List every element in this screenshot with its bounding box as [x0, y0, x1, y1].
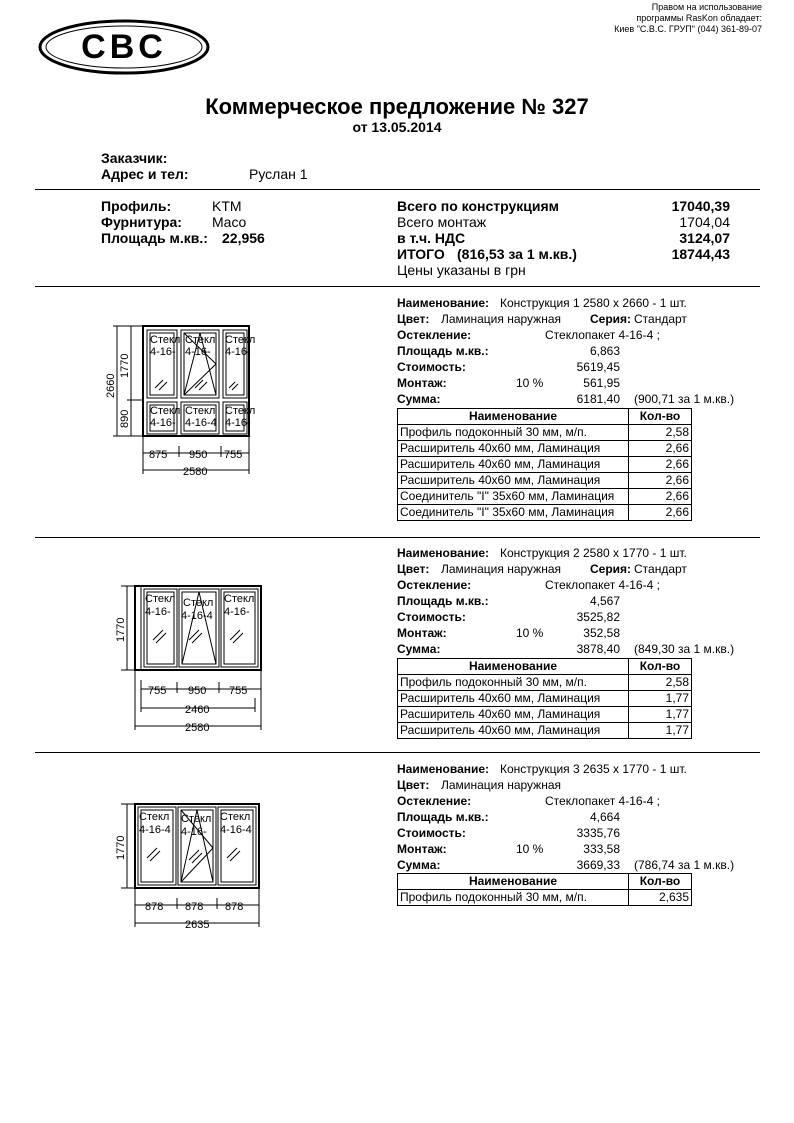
c1-cost-value: 5619,45 — [576, 360, 620, 374]
total-constructions-value: 17040,39 — [671, 198, 730, 214]
table-row — [398, 425, 692, 441]
drawing-glass-label: 4-16- — [224, 606, 250, 618]
item-qty: 2,66 — [629, 473, 692, 489]
c1-cost-label: Стоимость: — [397, 360, 466, 374]
c3-cost-value: 3335,76 — [576, 826, 620, 840]
drawing-glass-label: 4-16- — [145, 606, 171, 618]
c3-glazing-value: Стеклопакет 4-16-4 ; — [545, 794, 660, 808]
dimension-inner: 2460 — [185, 704, 210, 716]
c2-series-label: Серия: — [590, 562, 632, 576]
dimension-bottom: 890 — [119, 409, 131, 428]
divider — [35, 752, 760, 753]
table-row — [398, 473, 692, 489]
drawing-glass-label: Стекл — [224, 593, 255, 605]
dimension-height: 1770 — [115, 617, 127, 642]
item-name: Расширитель 40х60 мм, Ламинация — [398, 723, 629, 739]
page-title: Коммерческое предложение № 327 — [205, 94, 589, 119]
dimension-total: 2580 — [185, 722, 210, 734]
item-name: Профиль подоконный 30 мм, м/п. — [398, 675, 629, 691]
c2-name-value: Конструкция 2 2580 x 1770 - 1 шт. — [500, 546, 687, 560]
drawing-glass-label: 4-16- — [150, 346, 176, 358]
dimension-width-1: 878 — [145, 901, 164, 913]
dimension-height: 2660 — [105, 373, 117, 398]
table-row — [398, 707, 692, 723]
table-row — [398, 505, 692, 521]
address-value: Руслан 1 — [249, 166, 308, 182]
currency-note: Цены указаны в грн — [397, 262, 526, 278]
drawing-glass-label: Стекл — [145, 593, 176, 605]
c3-sum-note: (786,74 за 1 м.кв.) — [634, 858, 735, 872]
divider — [35, 189, 760, 190]
customer-label: Заказчик: — [101, 150, 168, 166]
drawing-glass-label: Стекл — [225, 405, 256, 417]
drawing-glass-label: 4-16-4 — [139, 824, 171, 836]
drawing-glass-label: Стекл — [139, 811, 170, 823]
col-qty-header: Кол-во — [629, 874, 692, 890]
c3-installation-pct: 10 % — [516, 842, 544, 856]
item-name: Расширитель 40х60 мм, Ламинация — [398, 457, 629, 473]
item-name: Расширитель 40х60 мм, Ламинация — [398, 691, 629, 707]
construction-1-drawing — [95, 318, 265, 483]
item-name: Соединитель "I" 35х60 мм, Ламинация — [398, 489, 629, 505]
total-installation-label: Всего монтаж — [397, 214, 487, 230]
drawing-glass-label: Стекл — [185, 334, 216, 346]
dimension-total: 2580 — [183, 466, 208, 478]
c3-items-table — [397, 873, 692, 906]
drawing-glass-label: 4-16- — [181, 826, 207, 838]
table-row — [398, 675, 692, 691]
item-name: Соединитель "I" 35х60 мм, Ламинация — [398, 505, 629, 521]
c2-color-label: Цвет: — [397, 562, 430, 576]
c2-items-table — [397, 658, 692, 739]
drawing-glass-label: 4-16- — [225, 346, 251, 358]
rights-line-3: Киев "С.В.С. ГРУП" (044) 361-89-07 — [614, 24, 762, 34]
offer-date: от 13.05.2014 — [352, 119, 442, 135]
drawing-glass-label: Стекл — [185, 405, 216, 417]
item-qty: 2,58 — [629, 675, 692, 691]
c1-name-value: Конструкция 1 2580 x 2660 - 1 шт. — [500, 296, 687, 310]
c1-sum-note: (900,71 за 1 м.кв.) — [634, 392, 735, 406]
drawing-glass-label: 4-16-4 — [181, 610, 213, 622]
address-label: Адрес и тел: — [101, 166, 189, 182]
drawing-glass-label: 4-16- — [150, 417, 176, 429]
c2-installation-value: 352,58 — [583, 626, 620, 640]
divider — [35, 537, 760, 538]
c1-name-label: Наименование: — [397, 296, 490, 310]
drawing-glass-label: Стекл — [225, 334, 256, 346]
c3-name-label: Наименование: — [397, 762, 490, 776]
fittings-label: Фурнитура: — [101, 214, 182, 230]
item-qty: 1,77 — [629, 723, 692, 739]
item-name: Расширитель 40х60 мм, Ламинация — [398, 473, 629, 489]
profile-label: Профиль: — [101, 198, 172, 214]
dimension-width-2: 950 — [188, 685, 207, 697]
table-row — [398, 489, 692, 505]
c1-glazing-value: Стеклопакет 4-16-4 ; — [545, 328, 660, 342]
col-name-header: Наименование — [398, 659, 629, 675]
c1-series-label: Серия: — [590, 312, 632, 326]
c1-area-value: 6,863 — [589, 344, 620, 358]
c3-sum-label: Сумма: — [397, 858, 441, 872]
dimension-width-3: 755 — [229, 685, 248, 697]
col-name-header: Наименование — [398, 409, 629, 425]
c1-sum-label: Сумма: — [397, 392, 441, 406]
grand-total-value: 18744,43 — [671, 246, 730, 262]
c2-installation-pct: 10 % — [516, 626, 544, 640]
c1-area-label: Площадь м.кв.: — [397, 344, 489, 358]
c1-sum-value: 6181,40 — [576, 392, 620, 406]
col-name-header: Наименование — [398, 874, 629, 890]
dimension-width-2: 950 — [189, 449, 208, 461]
c2-installation-label: Монтаж: — [397, 626, 447, 640]
c2-sum-value: 3878,40 — [576, 642, 620, 656]
divider — [35, 286, 760, 287]
drawing-glass-label: Стекл — [183, 597, 214, 609]
c3-glazing-label: Остекление: — [397, 794, 472, 808]
dimension-width-1: 875 — [149, 449, 168, 461]
c2-area-value: 4,567 — [589, 594, 620, 608]
drawing-glass-label: Стекл — [150, 405, 181, 417]
construction-3-drawing — [105, 798, 275, 936]
c1-installation-value: 561,95 — [583, 376, 620, 390]
item-name: Расширитель 40х60 мм, Ламинация — [398, 441, 629, 457]
dimension-total: 2635 — [185, 919, 210, 931]
c3-area-value: 4,664 — [589, 810, 620, 824]
col-qty-header: Кол-во — [629, 659, 692, 675]
item-qty: 2,635 — [629, 890, 692, 906]
c1-glazing-label: Остекление: — [397, 328, 472, 342]
drawing-glass-label: Стекл — [150, 334, 181, 346]
grand-total-note: (816,53 за 1 м.кв.) — [457, 246, 577, 262]
drawing-glass-label: 4-16-4 — [185, 417, 217, 429]
c2-cost-label: Стоимость: — [397, 610, 466, 624]
c3-name-value: Конструкция 3 2635 x 1770 - 1 шт. — [500, 762, 687, 776]
item-qty: 1,77 — [629, 707, 692, 723]
c2-name-label: Наименование: — [397, 546, 490, 560]
col-qty-header: Кол-во — [629, 409, 692, 425]
c3-cost-label: Стоимость: — [397, 826, 466, 840]
dimension-height: 1770 — [115, 835, 127, 860]
dimension-width-1: 755 — [148, 685, 167, 697]
c1-color-value: Ламинация наружная — [441, 312, 562, 326]
c2-sum-label: Сумма: — [397, 642, 441, 656]
c2-cost-value: 3525,82 — [576, 610, 620, 624]
c3-installation-value: 333,58 — [583, 842, 620, 856]
c2-area-label: Площадь м.кв.: — [397, 594, 489, 608]
c3-color-value: Ламинация наружная — [441, 778, 562, 792]
c3-sum-value: 3669,33 — [576, 858, 620, 872]
vat-label: в т.ч. НДС — [397, 230, 466, 246]
c1-color-label: Цвет: — [397, 312, 430, 326]
c2-sum-note: (849,30 за 1 м.кв.) — [634, 642, 735, 656]
item-name: Профиль подоконный 30 мм, м/п. — [398, 425, 629, 441]
c3-installation-label: Монтаж: — [397, 842, 447, 856]
drawing-glass-label: Стекл — [181, 813, 212, 825]
total-installation-value: 1704,04 — [679, 214, 730, 230]
c2-glazing-value: Стеклопакет 4-16-4 ; — [545, 578, 660, 592]
profile-value: KTM — [212, 198, 242, 214]
c2-glazing-label: Остекление: — [397, 578, 472, 592]
total-constructions-label: Всего по конструкциям — [397, 198, 560, 214]
dimension-width-3: 755 — [224, 449, 243, 461]
c1-installation-pct: 10 % — [516, 376, 544, 390]
c1-items-table — [397, 408, 692, 521]
c3-area-label: Площадь м.кв.: — [397, 810, 489, 824]
rights-line-2: программы RasKon обладает: — [636, 13, 762, 23]
rights-line-1: Правом на использование — [651, 2, 762, 12]
item-qty: 1,77 — [629, 691, 692, 707]
fittings-value: Maco — [212, 214, 247, 230]
item-qty: 2,66 — [629, 505, 692, 521]
item-qty: 2,66 — [629, 441, 692, 457]
item-qty: 2,66 — [629, 489, 692, 505]
grand-total-label: ИТОГО — [397, 246, 445, 262]
area-value: 22,956 — [222, 230, 265, 246]
c1-series-value: Стандарт — [634, 312, 687, 326]
c2-color-value: Ламинация наружная — [441, 562, 562, 576]
table-row — [398, 723, 692, 739]
c3-color-label: Цвет: — [397, 778, 430, 792]
drawing-glass-label: Стекл — [220, 811, 251, 823]
table-row — [398, 441, 692, 457]
item-name: Профиль подоконный 30 мм, м/п. — [398, 890, 629, 906]
dimension-width-2: 878 — [185, 901, 204, 913]
item-qty: 2,58 — [629, 425, 692, 441]
c2-series-value: Стандарт — [634, 562, 687, 576]
logo-text: CBC — [81, 28, 167, 66]
table-row — [398, 457, 692, 473]
table-row — [398, 691, 692, 707]
area-label: Площадь м.кв.: — [101, 230, 208, 246]
c1-installation-label: Монтаж: — [397, 376, 447, 390]
vat-value: 3124,07 — [679, 230, 730, 246]
company-logo — [37, 18, 212, 76]
drawing-glass-label: 4-16-4 — [220, 824, 252, 836]
item-qty: 2,66 — [629, 457, 692, 473]
table-row — [398, 890, 692, 906]
construction-2-drawing — [105, 580, 275, 740]
item-name: Расширитель 40х60 мм, Ламинация — [398, 707, 629, 723]
drawing-glass-label: 4-16- — [225, 417, 251, 429]
dimension-width-3: 878 — [225, 901, 244, 913]
drawing-glass-label: 4-16- — [185, 346, 211, 358]
dimension-top: 1770 — [119, 353, 131, 378]
